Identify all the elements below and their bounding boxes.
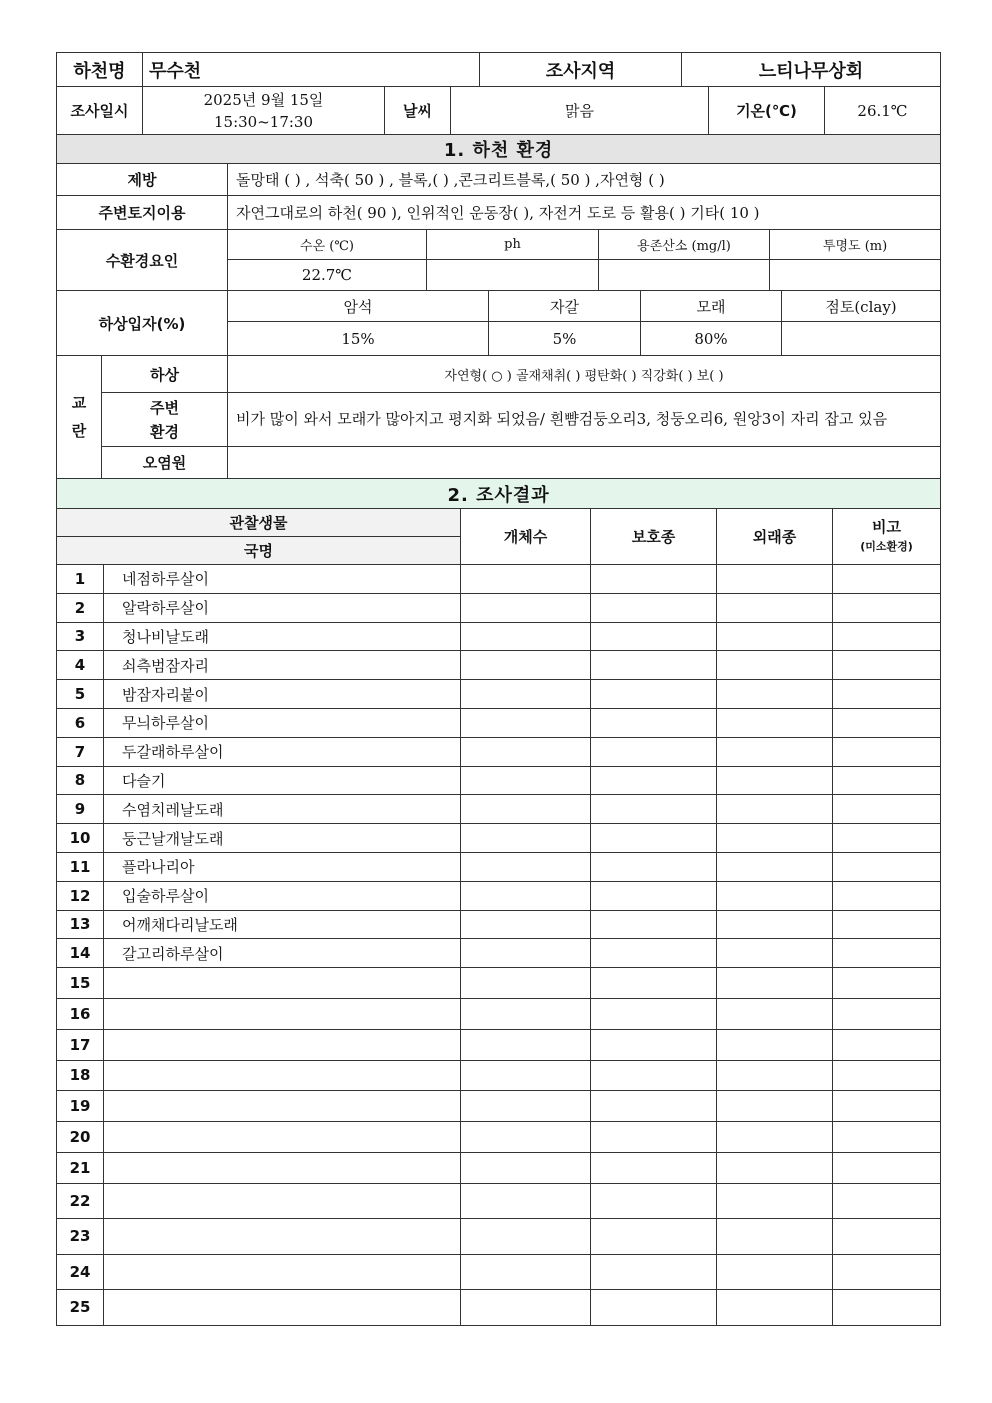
note-header	[833, 509, 941, 565]
count-cell[interactable]	[461, 708, 591, 737]
survey-date-value[interactable]	[143, 87, 385, 135]
water-temp-value[interactable]: 22.7℃	[228, 260, 427, 291]
count-cell[interactable]	[461, 651, 591, 680]
note-cell[interactable]	[833, 737, 941, 766]
row-number: 24	[57, 1254, 104, 1290]
table-row	[57, 593, 941, 622]
alien-cell[interactable]	[717, 622, 833, 651]
korean-name-cell[interactable]: 두갈래하루살이	[104, 737, 461, 766]
table-row	[57, 1219, 941, 1255]
row-number: 22	[57, 1183, 104, 1219]
disturbance-label-line1: 교	[71, 394, 87, 412]
row-number: 23	[57, 1219, 104, 1255]
river-name-value[interactable]: 무수천	[143, 53, 480, 87]
header-table	[56, 52, 941, 87]
table-row	[57, 622, 941, 651]
note-cell[interactable]	[833, 939, 941, 968]
count-cell[interactable]	[461, 881, 591, 910]
land-use-label: 주변토지이용	[57, 196, 228, 230]
note-cell[interactable]	[833, 795, 941, 824]
note-cell[interactable]	[833, 1254, 941, 1290]
table-row	[57, 998, 941, 1029]
water-temp-header: 수온 (℃)	[228, 230, 427, 260]
transparency-header: 투명도 (m)	[770, 230, 941, 260]
korean-name-cell[interactable]: 어깨채다리날도래	[104, 910, 461, 939]
alien-cell[interactable]	[717, 1029, 833, 1060]
table-row	[57, 939, 941, 968]
korean-name-cell[interactable]: 플라나리아	[104, 852, 461, 881]
protected-cell[interactable]	[591, 1183, 717, 1219]
row-number: 14	[57, 939, 104, 968]
disturbance-table	[56, 355, 941, 479]
count-cell[interactable]	[461, 766, 591, 795]
ph-header: ph	[427, 230, 599, 260]
count-cell[interactable]	[461, 737, 591, 766]
note-cell[interactable]	[833, 852, 941, 881]
land-use-value[interactable]: 자연그대로의 하천( 90 ), 인위적인 운동장( ), 자전거 도로 등 활용( ) 기타( 10 )	[228, 196, 941, 230]
alien-cell[interactable]	[717, 910, 833, 939]
protected-cell[interactable]	[591, 680, 717, 709]
table-row	[57, 881, 941, 910]
alien-cell[interactable]	[717, 1254, 833, 1290]
pollution-source-value[interactable]	[228, 447, 941, 479]
survey-area-value[interactable]: 느티나무상회	[682, 53, 941, 87]
alien-cell[interactable]	[717, 737, 833, 766]
alien-species-header: 외래종	[717, 509, 833, 565]
note-header-label: 비고	[872, 517, 902, 536]
dissolved-oxygen-header: 용존산소 (mg/l)	[599, 230, 770, 260]
levee-label: 제방	[57, 164, 228, 196]
alien-cell[interactable]	[717, 708, 833, 737]
alien-cell[interactable]	[717, 593, 833, 622]
table-row	[57, 1029, 941, 1060]
pollution-source-label: 오염원	[102, 447, 228, 479]
count-cell[interactable]	[461, 1152, 591, 1183]
protected-cell[interactable]	[591, 968, 717, 999]
surroundings-label-line1: 주변	[150, 398, 179, 417]
table-row	[57, 824, 941, 853]
table-row	[57, 1183, 941, 1219]
sand-value[interactable]: 80%	[641, 322, 782, 356]
note-cell[interactable]	[833, 1029, 941, 1060]
protected-cell[interactable]	[591, 1060, 717, 1091]
count-cell[interactable]	[461, 593, 591, 622]
note-cell[interactable]	[833, 622, 941, 651]
row-number: 16	[57, 998, 104, 1029]
row-number: 4	[57, 651, 104, 680]
alien-cell[interactable]	[717, 1290, 833, 1326]
gravel-header: 자갈	[489, 291, 641, 322]
alien-cell[interactable]	[717, 881, 833, 910]
rock-header: 암석	[228, 291, 489, 322]
note-cell[interactable]	[833, 1183, 941, 1219]
count-cell[interactable]	[461, 1254, 591, 1290]
surroundings-label-line2: 환경	[150, 422, 179, 441]
protected-cell[interactable]	[591, 1152, 717, 1183]
protected-cell[interactable]	[591, 1254, 717, 1290]
table-row	[57, 737, 941, 766]
row-number: 11	[57, 852, 104, 881]
weather-value[interactable]: 맑음	[451, 87, 709, 135]
korean-name-cell[interactable]: 수염치레날도래	[104, 795, 461, 824]
korean-name-cell[interactable]	[104, 1254, 461, 1290]
row-number: 5	[57, 680, 104, 709]
korean-name-cell[interactable]: 밤잠자리붙이	[104, 680, 461, 709]
count-cell[interactable]	[461, 1091, 591, 1122]
count-cell[interactable]	[461, 1290, 591, 1326]
rock-value[interactable]: 15%	[228, 322, 489, 356]
protected-cell[interactable]	[591, 939, 717, 968]
protected-cell[interactable]	[591, 1219, 717, 1255]
alien-cell[interactable]	[717, 968, 833, 999]
section-2-title: 2. 조사결과	[57, 479, 941, 509]
protected-cell[interactable]	[591, 1091, 717, 1122]
note-cell[interactable]	[833, 1152, 941, 1183]
korean-name-cell[interactable]: 알락하루살이	[104, 593, 461, 622]
note-cell[interactable]	[833, 881, 941, 910]
clay-value[interactable]	[782, 322, 941, 356]
korean-name-cell[interactable]	[104, 1091, 461, 1122]
dissolved-oxygen-value[interactable]	[599, 260, 770, 291]
alien-cell[interactable]	[717, 852, 833, 881]
table-row	[57, 795, 941, 824]
count-cell[interactable]	[461, 910, 591, 939]
korean-name-cell[interactable]: 다슬기	[104, 766, 461, 795]
note-cell[interactable]	[833, 1060, 941, 1091]
count-cell[interactable]	[461, 939, 591, 968]
korean-name-cell[interactable]	[104, 968, 461, 999]
note-cell[interactable]	[833, 968, 941, 999]
survey-area-label: 조사지역	[480, 53, 682, 87]
protected-cell[interactable]	[591, 881, 717, 910]
alien-cell[interactable]	[717, 1060, 833, 1091]
alien-cell[interactable]	[717, 651, 833, 680]
table-row	[57, 651, 941, 680]
protected-cell[interactable]	[591, 852, 717, 881]
protected-cell[interactable]	[591, 1122, 717, 1153]
protected-cell[interactable]	[591, 1029, 717, 1060]
alien-cell[interactable]	[717, 998, 833, 1029]
row-number: 7	[57, 737, 104, 766]
count-cell[interactable]	[461, 795, 591, 824]
clay-header: 점토(clay)	[782, 291, 941, 322]
table-row	[57, 968, 941, 999]
note-cell[interactable]	[833, 1091, 941, 1122]
korean-name-cell[interactable]	[104, 1183, 461, 1219]
row-number: 12	[57, 881, 104, 910]
protected-cell[interactable]	[591, 998, 717, 1029]
count-cell[interactable]	[461, 968, 591, 999]
count-header: 개체수	[461, 509, 591, 565]
korean-name-cell[interactable]	[104, 1152, 461, 1183]
count-cell[interactable]	[461, 1122, 591, 1153]
protected-cell[interactable]	[591, 766, 717, 795]
protected-cell[interactable]	[591, 622, 717, 651]
note-cell[interactable]	[833, 708, 941, 737]
alien-cell[interactable]	[717, 939, 833, 968]
note-cell[interactable]	[833, 593, 941, 622]
table-row	[57, 910, 941, 939]
korean-name-cell[interactable]	[104, 1029, 461, 1060]
note-header-sub: (미소환경)	[860, 539, 913, 553]
protected-cell[interactable]	[591, 737, 717, 766]
alien-cell[interactable]	[717, 766, 833, 795]
protected-species-header: 보호종	[591, 509, 717, 565]
alien-cell[interactable]	[717, 1219, 833, 1255]
korean-name-cell[interactable]: 입술하루살이	[104, 881, 461, 910]
count-cell[interactable]	[461, 1219, 591, 1255]
note-cell[interactable]	[833, 651, 941, 680]
date-weather-table	[56, 86, 941, 135]
korean-name-cell[interactable]	[104, 1290, 461, 1326]
note-cell[interactable]	[833, 1290, 941, 1326]
protected-cell[interactable]	[591, 795, 717, 824]
table-row	[57, 680, 941, 709]
korean-name-cell[interactable]: 무늬하루살이	[104, 708, 461, 737]
row-number: 3	[57, 622, 104, 651]
row-number: 20	[57, 1122, 104, 1153]
row-number: 10	[57, 824, 104, 853]
alien-cell[interactable]	[717, 795, 833, 824]
protected-cell[interactable]	[591, 1290, 717, 1326]
alien-cell[interactable]	[717, 680, 833, 709]
result-rows	[57, 565, 941, 1326]
protected-cell[interactable]	[591, 910, 717, 939]
korean-name-cell[interactable]: 청나비날도래	[104, 622, 461, 651]
alien-cell[interactable]	[717, 1091, 833, 1122]
row-number: 2	[57, 593, 104, 622]
water-factors-label: 수환경요인	[57, 230, 228, 291]
table-row	[57, 1290, 941, 1326]
table-row	[57, 1254, 941, 1290]
korean-name-cell[interactable]: 갈고리하루살이	[104, 939, 461, 968]
survey-date-label: 조사일시	[57, 87, 143, 135]
count-cell[interactable]	[461, 852, 591, 881]
gravel-value[interactable]: 5%	[489, 322, 641, 356]
riverbed-value[interactable]: 자연형( ○ ) 골재채취( ) 평탄화( ) 직강화( ) 보( )	[228, 356, 941, 393]
surroundings-label	[102, 393, 228, 447]
survey-time: 15:30~17:30	[213, 112, 314, 131]
alien-cell[interactable]	[717, 565, 833, 594]
count-cell[interactable]	[461, 1060, 591, 1091]
survey-results-table	[56, 478, 941, 1326]
surroundings-value[interactable]: 비가 많이 와서 모래가 많아지고 평지화 되었음/ 흰뺨검둥오리3, 청둥오리6, 원앙3이 자리 잡고 있음	[228, 393, 941, 447]
disturbance-label	[57, 356, 102, 479]
korean-name-cell[interactable]: 네점하루살이	[104, 565, 461, 594]
table-row	[57, 1091, 941, 1122]
protected-cell[interactable]	[591, 565, 717, 594]
riverbed-label: 하상	[102, 356, 228, 393]
ph-value[interactable]	[427, 260, 599, 291]
protected-cell[interactable]	[591, 708, 717, 737]
survey-date: 2025년 9월 15일	[203, 90, 324, 109]
note-cell[interactable]	[833, 1122, 941, 1153]
korean-name-cell[interactable]	[104, 1122, 461, 1153]
korean-name-cell[interactable]	[104, 998, 461, 1029]
note-cell[interactable]	[833, 824, 941, 853]
korean-name-cell[interactable]	[104, 1219, 461, 1255]
count-cell[interactable]	[461, 1183, 591, 1219]
alien-cell[interactable]	[717, 1152, 833, 1183]
row-number: 25	[57, 1290, 104, 1326]
korean-name-header: 국명	[57, 537, 461, 565]
table-row	[57, 565, 941, 594]
row-number: 9	[57, 795, 104, 824]
section-1-title: 1. 하천 환경	[57, 135, 941, 164]
temperature-value[interactable]: 26.1℃	[825, 87, 941, 135]
note-cell[interactable]	[833, 766, 941, 795]
row-number: 8	[57, 766, 104, 795]
note-cell[interactable]	[833, 910, 941, 939]
korean-name-cell[interactable]: 둥근날개날도래	[104, 824, 461, 853]
count-cell[interactable]	[461, 565, 591, 594]
note-cell[interactable]	[833, 680, 941, 709]
river-environment-table	[56, 134, 941, 291]
row-number: 1	[57, 565, 104, 594]
table-row	[57, 1122, 941, 1153]
survey-sheet	[56, 52, 940, 1326]
row-number: 19	[57, 1091, 104, 1122]
row-number: 21	[57, 1152, 104, 1183]
note-cell[interactable]	[833, 565, 941, 594]
protected-cell[interactable]	[591, 651, 717, 680]
korean-name-cell[interactable]: 쇠측범잠자리	[104, 651, 461, 680]
note-cell[interactable]	[833, 1219, 941, 1255]
count-cell[interactable]	[461, 622, 591, 651]
alien-cell[interactable]	[717, 1122, 833, 1153]
table-row	[57, 852, 941, 881]
river-name-label: 하천명	[57, 53, 143, 87]
protected-cell[interactable]	[591, 824, 717, 853]
levee-value[interactable]: 돌망태 ( ) , 석축( 50 ) , 블록,( ) ,콘크리트블록,( 50 ) ,자연형 ( )	[228, 164, 941, 196]
count-cell[interactable]	[461, 824, 591, 853]
table-row	[57, 1152, 941, 1183]
alien-cell[interactable]	[717, 1183, 833, 1219]
sand-header: 모래	[641, 291, 782, 322]
row-number: 17	[57, 1029, 104, 1060]
note-cell[interactable]	[833, 998, 941, 1029]
table-row	[57, 1060, 941, 1091]
transparency-value[interactable]	[770, 260, 941, 291]
korean-name-cell[interactable]	[104, 1060, 461, 1091]
protected-cell[interactable]	[591, 593, 717, 622]
row-number: 13	[57, 910, 104, 939]
temperature-label: 기온(℃)	[709, 87, 825, 135]
table-row	[57, 708, 941, 737]
substrate-label: 하상입자(%)	[57, 291, 228, 356]
row-number: 6	[57, 708, 104, 737]
row-number: 15	[57, 968, 104, 999]
observed-organisms-header: 관찰생물	[57, 509, 461, 537]
substrate-table	[56, 290, 941, 356]
weather-label: 날씨	[385, 87, 451, 135]
count-cell[interactable]	[461, 680, 591, 709]
count-cell[interactable]	[461, 998, 591, 1029]
count-cell[interactable]	[461, 1029, 591, 1060]
table-row	[57, 766, 941, 795]
alien-cell[interactable]	[717, 824, 833, 853]
disturbance-label-line2: 란	[71, 422, 87, 440]
row-number: 18	[57, 1060, 104, 1091]
